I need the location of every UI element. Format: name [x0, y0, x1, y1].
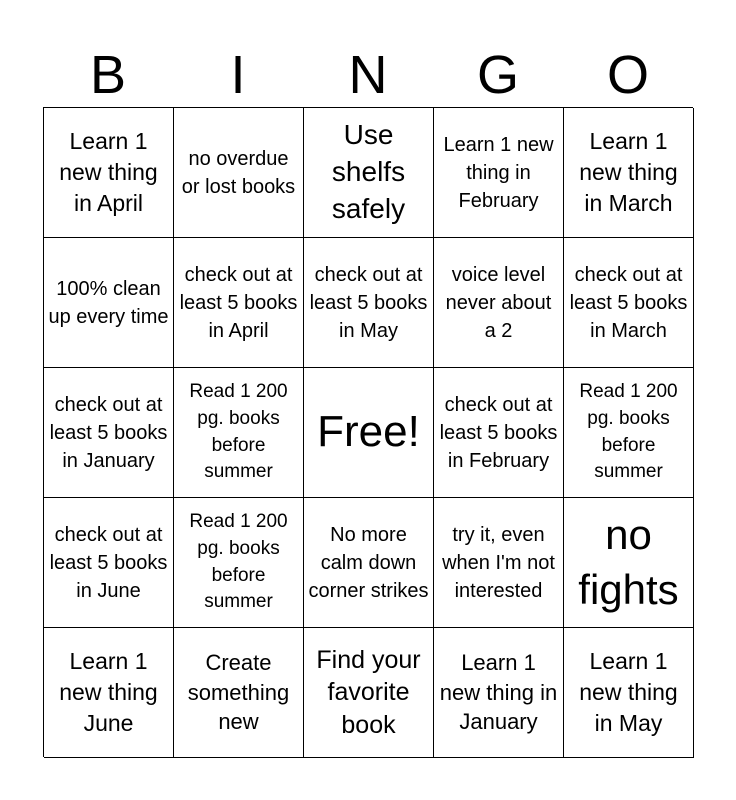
free-space — [304, 368, 434, 498]
cell-text: 100% clean up every time — [48, 277, 169, 328]
cell-text: Create something new — [187, 650, 290, 735]
cell-text: check out at least 5 books in January — [49, 393, 168, 472]
cell-text: Learn 1 new thing June — [59, 647, 158, 737]
cell-text: Find your favorite book — [316, 645, 421, 739]
bingo-cell — [174, 238, 304, 368]
cell-text: check out at least 5 books in May — [309, 263, 428, 342]
cell-text: check out at least 5 books in February — [439, 393, 558, 472]
bingo-cell — [434, 628, 564, 758]
bingo-cell — [44, 108, 174, 238]
header-letter-n: N — [348, 45, 388, 105]
cell-text: try it, even when I'm not interested — [442, 523, 555, 602]
cell-text: Learn 1 new thing in February — [443, 133, 554, 212]
bingo-cell — [434, 368, 564, 498]
bingo-cell — [304, 238, 434, 368]
cell-text: Learn 1 new thing in January — [439, 650, 558, 735]
bingo-cell — [434, 108, 564, 238]
header-letter-b: B — [89, 45, 127, 105]
bingo-board — [43, 107, 693, 757]
bingo-cell — [44, 498, 174, 628]
cell-text: Free! — [317, 407, 420, 457]
bingo-cell — [434, 238, 564, 368]
bingo-cell — [174, 498, 304, 628]
cell-text: No more calm down corner strikes — [308, 523, 429, 602]
bingo-cell — [434, 498, 564, 628]
cell-text: Learn 1 new thing in March — [579, 127, 678, 217]
bingo-cell — [174, 628, 304, 758]
cell-text: Use shelfs safely — [331, 119, 406, 224]
bingo-cell — [564, 498, 694, 628]
cell-text: check out at least 5 books in June — [49, 523, 168, 602]
bingo-cell — [44, 368, 174, 498]
bingo-cell — [564, 238, 694, 368]
bingo-cell — [564, 368, 694, 498]
cell-text: check out at least 5 books in March — [569, 263, 688, 342]
bingo-cell — [564, 628, 694, 758]
cell-text: Read 1 200 pg. books before summer — [189, 510, 288, 613]
bingo-cell — [44, 238, 174, 368]
cell-text: voice level never about a 2 — [445, 263, 552, 342]
header-letter-o: O — [606, 45, 649, 105]
bingo-cell — [174, 368, 304, 498]
bingo-cell — [304, 108, 434, 238]
header-letter-i: I — [230, 45, 246, 105]
bingo-cell — [44, 628, 174, 758]
cell-text: check out at least 5 books in April — [179, 263, 298, 342]
bingo-cell — [304, 498, 434, 628]
cell-text: no fights — [578, 510, 679, 613]
cell-text: Learn 1 new thing in April — [59, 127, 158, 217]
header-letter-g: G — [476, 45, 519, 105]
cell-text: Read 1 200 pg. books before summer — [189, 380, 288, 483]
cell-text: no overdue or lost books — [181, 147, 296, 198]
cell-text: Learn 1 new thing in May — [579, 647, 678, 737]
bingo-header — [43, 44, 693, 106]
bingo-cell — [564, 108, 694, 238]
cell-text: Read 1 200 pg. books before summer — [579, 380, 678, 483]
bingo-cell — [174, 108, 304, 238]
bingo-cell — [304, 628, 434, 758]
